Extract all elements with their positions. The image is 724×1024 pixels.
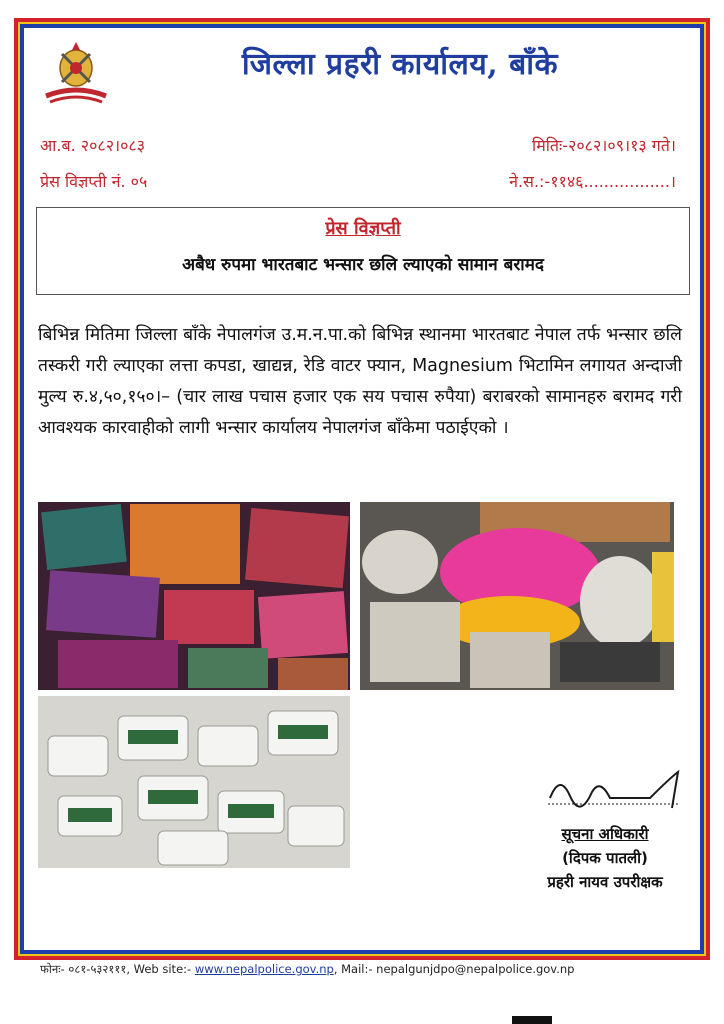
dispatch-number: ने.स.:-११४६.................। [509, 172, 676, 191]
photo-clothing [38, 502, 350, 690]
page-edge-mark [512, 1016, 552, 1024]
press-release-box [36, 207, 690, 295]
footer-website-link[interactable]: www.nepalpolice.gov.np [194, 962, 334, 976]
signature-name: (दिपक पातली) [562, 849, 648, 867]
footer-mail: , Mail:- nepalgunjdpo@nepalpolice.gov.np [333, 962, 575, 976]
footer-website-label: Web site:- [133, 962, 192, 976]
footer-phone: फोनः- ०८१-५३२१११, [40, 962, 130, 976]
release-date: मितिः-२०८२।०९।१३ गते। [532, 136, 676, 155]
press-subheading: अबैध रुपमा भारतबाट भन्सार छलि ल्याएको सामान बरामद [182, 255, 544, 275]
office-title: जिल्ला प्रहरी कार्यालय, बाँके [241, 47, 559, 82]
signature-role: सूचना अधिकारी [561, 825, 649, 843]
photo-goods [360, 502, 674, 690]
meta-row-2 [40, 170, 676, 194]
police-emblem-icon [38, 38, 114, 110]
signature-scribble-icon [540, 768, 690, 818]
photo-vitamin-bottles [38, 696, 350, 868]
press-heading: प्रेस विज्ञप्ती [325, 218, 401, 239]
signature-block [520, 768, 700, 898]
body-paragraph: बिभिन्न मितिमा जिल्ला बाँके नेपालगंज उ.म.न.पा.को बिभिन्न स्थानमा भारतबाट नेपाल तर्फ भन्सार छलि तस्करी गरी ल्याएका लत्ता कपडा, खाद्यन्न, रेडि वाटर फ्यान, Magnesium भिटामिन लगायत अन्दाजी मुल्य रु.४,५०,१५०।– (चार लाख पचास हजार एक सय पचास रुपैया) बराबरको सामानहरु बरामद गरी आवश्यक कारवाहीको लागी भन्सार कार्यालय नेपालगंज बाँकेमा पठाईएको । [38, 325, 682, 438]
press-release-number: प्रेस विज्ञप्ती नं. ०५ [40, 172, 148, 191]
signature-rank: प्रहरी नायव उपरीक्षक [547, 873, 663, 891]
footer-contact [40, 962, 700, 977]
meta-row-1 [40, 134, 676, 158]
fiscal-year: आ.ब. २०८२।०८३ [40, 136, 146, 155]
